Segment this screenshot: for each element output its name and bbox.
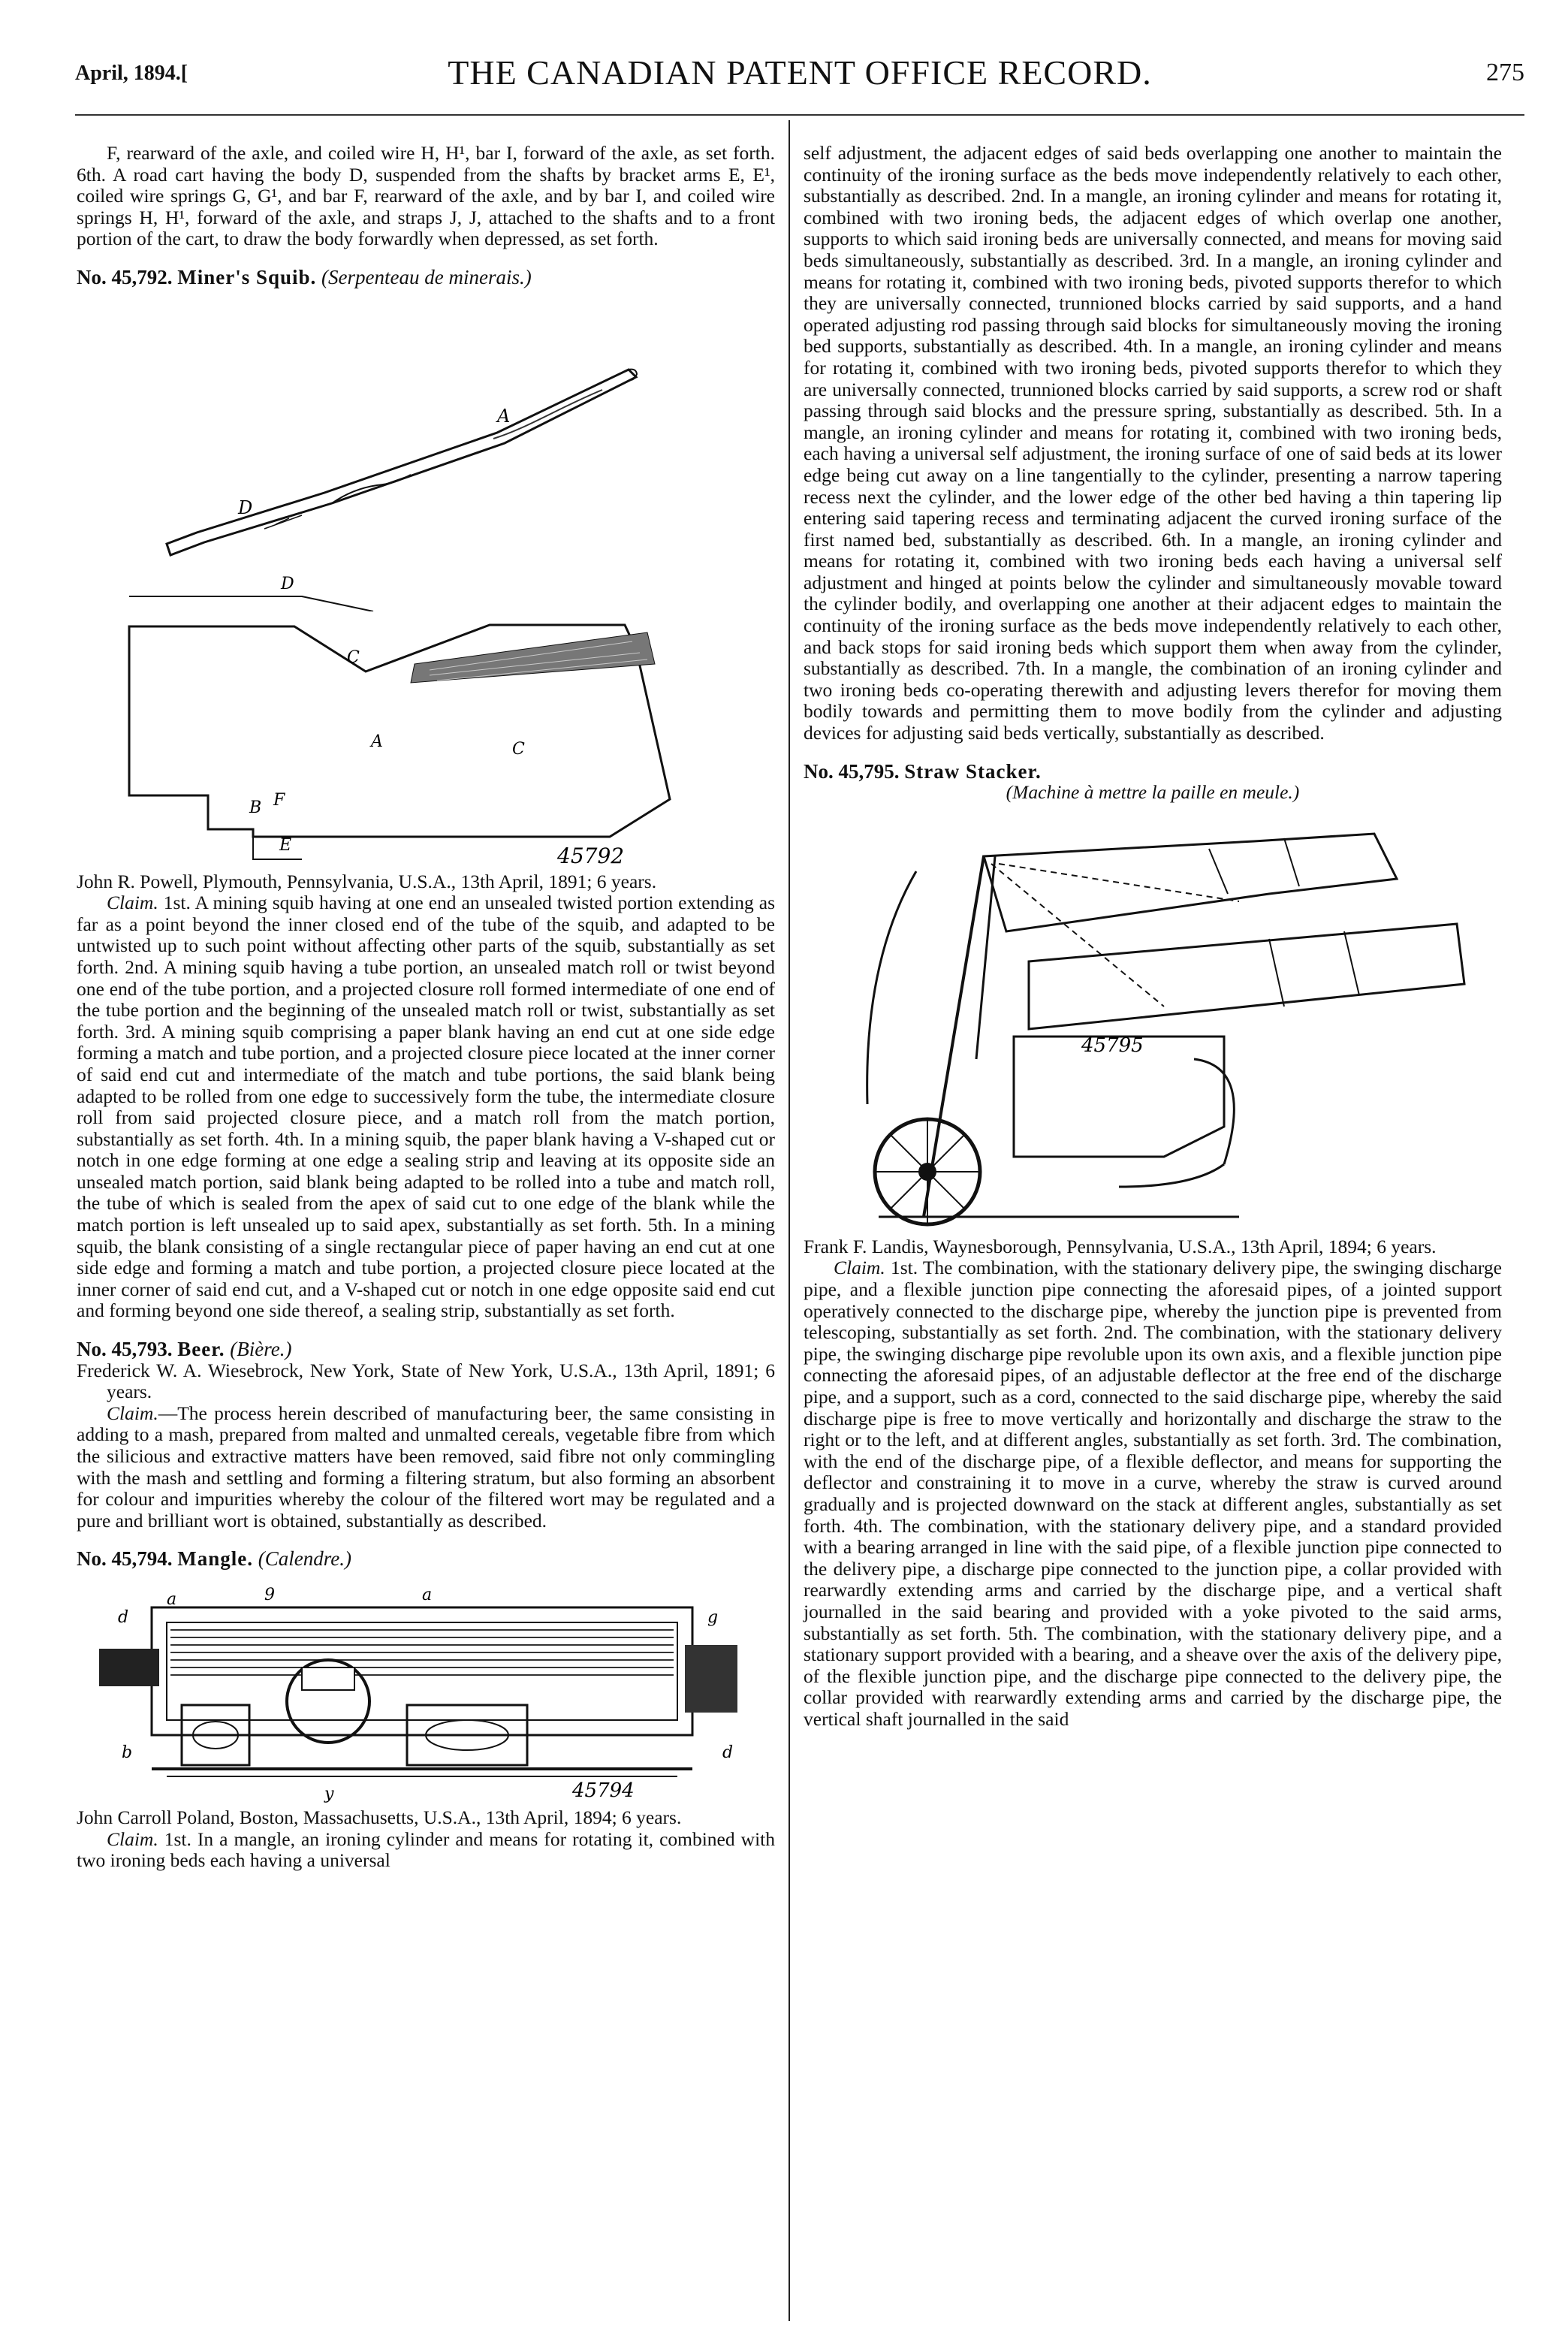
svg-text:g: g — [707, 1607, 719, 1627]
claim-text: —The process herein described of manufacturing beer, the same consisting in adding to a mash, prepared from malted and unmalted cereals, vegetable fibre from which the silicious and extractive matters have been removed, said fibre not only commingling with the mash and settling and forming a filtering stratum, but also forming an absorbent for colour and impurities whereby the colour of the filtered wort may be regulated and a pure and brilliant wort is obtained, substantially as described. — [77, 1402, 775, 1532]
patent-french-title: (Calendre.) — [258, 1547, 351, 1571]
patent-title: Beer. — [177, 1338, 225, 1361]
journal-title: THE CANADIAN PATENT OFFICE RECORD. — [448, 53, 1152, 92]
claim-label: Claim. — [107, 1827, 158, 1850]
patent-heading-45792 — [77, 267, 775, 288]
patent-number: No. 45,794. — [77, 1547, 173, 1571]
left-column — [77, 143, 775, 1872]
claim-text: 1st. In a mangle, an ironing cylinder and means for rotating it, combined with two ironing beds each having a universal — [77, 1827, 775, 1872]
patent-title: Miner's Squib. — [177, 265, 317, 288]
patent-number: No. 45,793. — [77, 1338, 173, 1361]
inventor-line: Frederick W. A. Wiesebrock, New York, State of New York, U.S.A., 13th April, 1891; 6 years. — [77, 1359, 775, 1403]
straw-stacker-drawing — [804, 811, 1502, 1232]
svg-text:E: E — [279, 835, 292, 855]
svg-text:a: a — [422, 1585, 433, 1604]
svg-text:C: C — [512, 739, 525, 759]
claim-label: Claim. — [107, 1402, 158, 1424]
svg-text:F: F — [273, 790, 285, 810]
mangle-drawing — [77, 1577, 775, 1803]
claim-text: 1st. The combination, with the stationary delivery pipe, the swinging discharge pipe, and a flexible junction pipe connecting the aforesaid pipes, of a jointed support operatively connected to the discharge pipe, whereby the junction pipe is prevented from telescoping, substantially as set forth. 2nd. The combination, with the stationary delivery pipe, the swinging discharge pipe revoluble upon its own axis, and a flexible junction pipe connecting the aforesaid pipes, of an adjustable deflector at the free end of the discharge pipe, and a support, such as a cord, connected to the said discharge pipe, whereby the said discharge pipe is free to move vertically and horizontally and discharge the straw to the right or to the left, and at different angles, substantially as set forth. 3rd. The combination, with the end of the discharge pipe, of a flexible deflector, and means for supporting the deflector and constraining it to move in a curve, whereby the straw is curved around gradually and is projected downward on the stack at different angles, substantially as set forth. 4th. The combination, with the stationary delivery pipe, and a standard provided with a bearing arranged in line with the said pipe, of a flexible junction pipe connected to the delivery pipe, a discharge pipe connected to the junction pipe, a collar provided with rearwardly extending arms and carried by the discharge pipe, and a vertical shaft journalled in the said bearing and provided with a yoke pivoted to the said arms, substantially as set forth. 5th. The combination, with the stationary delivery pipe, and a stationary support provided with a bearing, and a sheave over the axis of the delivery pipe, of the flexible junction pipe, and the discharge pipe connected to the delivery pipe, the collar provided with rearwardly extending arms and carried by the discharge pipe, the vertical shaft journalled in the said — [804, 1257, 1502, 1730]
mangle-figure — [77, 1577, 775, 1803]
svg-text:A: A — [497, 405, 511, 427]
page-header — [75, 53, 1524, 98]
patent-heading-45794 — [77, 1548, 775, 1570]
svg-text:y: y — [324, 1784, 334, 1803]
claim-label: Claim. — [107, 892, 158, 914]
issue-date: April, 1894.[ — [75, 62, 188, 85]
svg-text:9: 9 — [264, 1585, 275, 1604]
figure-number: 45795 — [1081, 1034, 1144, 1057]
continued-claim-text: F, rearward of the axle, and coiled wire H, H¹, bar I, forward of the axle, as set forth. 6th. A road cart having the body D, suspended from the shafts by bracket arms E, E¹, coiled wire springs G, G¹, and bar F, rearward of the axle, and by bar I, and coiled wire springs H, H¹, forward of the axle, and straps J, J, attached to the shafts and to a front portion of the cart, to draw the body forwardly when depressed, as set forth. — [77, 142, 775, 250]
page-number: 275 — [1486, 59, 1524, 86]
straw-stacker-figure — [804, 811, 1502, 1232]
continued-claim-text: self adjustment, the adjacent edges of said beds overlapping one another to maintain the continuity of the ironing surface as the beds move independently relatively to each other, substantially as described. 2nd. In a mangle, an ironing cylinder and means for rotating it, combined with two ironing beds, the adjacent edges of which overlap one another, supports to which said ironing beds are universally connected, and means for moving said beds simultaneously, substantially as described. 3rd. In a mangle, an ironing cylinder and means for rotating it, combined with two ironing beds, pivoted supports therefor to which they are universally connected, trunnioned blocks carried by said supports, and a hand operated adjusting rod passing through said blocks for simultaneously moving the ironing bed supports, substantially as described. 4th. In a mangle, an ironing cylinder and means for rotating it, combined with two ironing beds, pivoted supports therefor to which they are universally connected, trunnioned blocks carried by said supports, a screw rod or shaft passing through said blocks and the pressure spring, substantially as described. 5th. In a mangle, an ironing cylinder and means for rotating it, combined with two ironing beds, each having a universal self adjustment, the ironing surface of one of said beds at its lower edge being cut away on a line tangentially to the cylinder, presenting a narrow tapering recess next the cylinder, and the lower edge of the other bed having a thin tapering lip entering said tapering recess and terminating adjacent the curved ironing surface of the first named bed, substantially as described. 6th. In a mangle, an ironing cylinder and means for rotating it, combined with two ironing beds each having a universal self adjustment and hinged at points below the cylinder and simultaneously movable toward the cylinder bodily, and overlapping one another at their adjacent edges to maintain the continuity of the ironing surface as the beds move independently relatively to each other, and back stops for said ironing beds which support them when away from the cylinder, substantially as described. 7th. In a mangle, the combination of an ironing cylinder and two ironing beds co-operating therewith and adjusting levers therefor for moving them bodily towards and permitting them to move bodily from the cylinder and adjusting devices for adjusting said beds vertically, substantially as described. — [804, 142, 1502, 744]
svg-text:B: B — [249, 798, 262, 817]
inventor-line: John R. Powell, Plymouth, Pennsylvania, U.S.A., 13th April, 1891; 6 years. — [77, 870, 657, 892]
patent-french-title: (Machine à mettre la paille en meule.) — [1006, 781, 1300, 804]
svg-text:b: b — [122, 1743, 133, 1762]
figure-number: 45792 — [557, 843, 625, 867]
patent-title: Mangle. — [177, 1547, 253, 1571]
patent-number: No. 45,795. — [804, 759, 900, 783]
svg-text:A: A — [371, 732, 383, 751]
svg-text:C: C — [347, 647, 360, 667]
patent-french-title: (Bière.) — [230, 1338, 292, 1361]
figure-number: 45794 — [572, 1779, 635, 1802]
squib-figure — [77, 296, 775, 867]
svg-text:a: a — [167, 1589, 177, 1609]
patent-heading-45795 — [804, 761, 1502, 783]
inventor-line: Frank F. Landis, Waynesborough, Pennsylvania, U.S.A., 13th April, 1894; 6 years. — [804, 1235, 1437, 1257]
svg-text:D: D — [238, 496, 253, 518]
header-rule — [75, 114, 1524, 116]
claim-text: 1st. A mining squib having at one end an unsealed twisted portion extending as far as a point beyond the inner closed end of the tube of the squib, and adapted to be untwisted up to such point without affecting other parts of the squib, substantially as set forth. 2nd. A mining squib having a tube portion, an unsealed match roll or twist beyond one end of the tube portion, and a projected closure roll formed intermediate of one end of the tube portion and the beginning of the unsealed match roll or twist, substantially as set forth. 3rd. A mining squib comprising a paper blank having an end cut at one side edge forming a match and tube portion, and a projected closure piece located at the inner corner of said end cut and intermediate of the match and tube portions, the said blank being adapted to be rolled from one edge to successively form the tube, the intermediate closure roll from said projected closure piece, and a match roll from the match portion, substantially as set forth. 4th. In a mining squib, the paper blank having a V-shaped cut or notch in one edge forming at one edge a sealing strip and leaving at its opposite side an unsealed match portion, said blank being adapted to be rolled into a tube and match roll, the tube of which is sealed from the apex of said cut to one edge of the blank while the match portion is left unsealed up to said apex, substantially as set forth. 5th. In a mining squib, the blank consisting of a single rectangular piece of paper having an end cut at one side edge and forming a match and tube portion, a projected closure piece located at the inner corner of said end cut, and a V-shaped cut or notch in one edge opposite said end cut and forming beyond one side thereof, a sealing strip, substantially as set forth. — [77, 892, 775, 1322]
squib-drawing — [77, 296, 775, 611]
patent-title: Straw Stacker. — [904, 759, 1042, 783]
svg-text:d: d — [722, 1743, 734, 1762]
claim-label: Claim. — [834, 1257, 885, 1279]
patent-french-title: (Serpenteau de minerais.) — [321, 265, 532, 288]
inventor-line: John Carroll Poland, Boston, Massachusetts, U.S.A., 13th April, 1894; 6 years. — [77, 1806, 682, 1828]
svg-text:d: d — [118, 1607, 129, 1627]
squib-blank-drawing — [77, 611, 775, 867]
right-column — [804, 143, 1502, 1730]
patent-heading-45793 — [77, 1338, 775, 1360]
patent-number: No. 45,792. — [77, 265, 173, 288]
svg-text:D: D — [281, 574, 294, 593]
column-divider — [789, 120, 790, 2321]
